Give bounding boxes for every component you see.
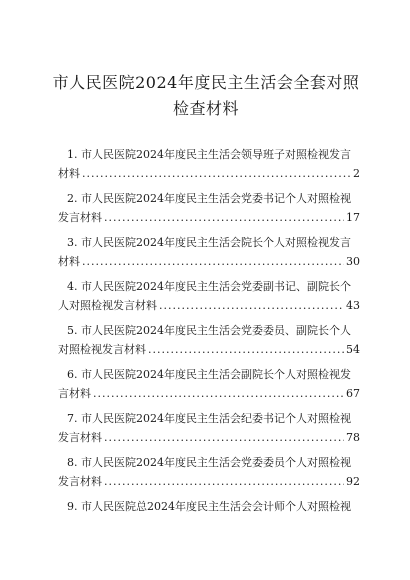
toc-item-continuation <box>58 165 360 182</box>
toc-item[interactable] <box>58 498 360 542</box>
toc-item[interactable] <box>58 278 360 322</box>
toc-page-number: 78 <box>346 431 360 444</box>
toc-leader-dots <box>93 385 344 402</box>
toc-page-number: 67 <box>346 387 360 400</box>
toc-item-continuation <box>58 209 360 226</box>
toc-item-heading <box>67 190 360 207</box>
toc-item-continuation <box>58 341 360 358</box>
toc-item[interactable] <box>58 410 360 454</box>
toc-item-continuation <box>58 253 360 270</box>
toc-item-continuation <box>58 473 360 490</box>
toc-item-number: 4. <box>67 280 78 293</box>
toc-item-number: 2. <box>67 192 78 205</box>
toc-item-title-tail: 对照检视发言材料 <box>58 343 146 356</box>
toc-item[interactable] <box>58 366 360 410</box>
toc-item-heading <box>67 234 360 251</box>
toc-item-number: 6. <box>67 368 78 381</box>
toc-item-title-tail: 发言材料 <box>58 431 102 444</box>
toc-item-continuation <box>58 297 360 314</box>
toc-item-heading <box>67 410 360 427</box>
toc-leader-dots <box>159 297 344 314</box>
toc-item-title: 市人民医院2024年度民主生活会院长个人对照检视发言 <box>81 236 351 249</box>
toc-leader-dots <box>148 341 344 358</box>
toc-leader-dots <box>104 429 344 446</box>
toc-item-title: 市人民医院2024年度民主生活会纪委书记个人对照检视 <box>81 412 351 425</box>
document-title: 市人民医院2024年度民主生活会全套对照检查材料 <box>52 73 360 118</box>
toc-item-heading <box>67 322 360 339</box>
toc-item-title: 市人民医院2024年度民主生活会领导班子对照检视发言 <box>81 148 351 161</box>
toc-item-title-tail: 人对照检视发言材料 <box>58 299 157 312</box>
toc-item-title-tail: 材料 <box>58 255 80 268</box>
toc-item-heading <box>67 366 360 383</box>
toc-item-heading <box>67 278 360 295</box>
toc-item-title: 市人民医院总2024年度民主生活会会计师个人对照检视 <box>81 500 351 513</box>
toc-item-heading <box>67 498 360 515</box>
toc-item[interactable] <box>58 146 360 190</box>
toc-item-title: 市人民医院2024年度民主生活会党委委员个人对照检视 <box>81 456 351 469</box>
table-of-contents <box>58 146 360 542</box>
toc-leader-dots <box>82 165 351 182</box>
toc-item[interactable] <box>58 234 360 278</box>
toc-leader-dots <box>104 209 344 226</box>
toc-leader-dots <box>82 253 344 270</box>
toc-item-continuation <box>58 385 360 402</box>
toc-leader-dots <box>104 473 344 490</box>
toc-item-title: 市人民医院2024年度民主生活会党委委员、副院长个人 <box>81 324 351 337</box>
toc-item-title-tail: 发言材料 <box>58 211 102 224</box>
toc-item-number: 3. <box>67 236 78 249</box>
toc-item[interactable] <box>58 322 360 366</box>
toc-item-number: 7. <box>67 412 78 425</box>
toc-item-title: 市人民医院2024年度民主生活会副院长个人对照检视发 <box>81 368 351 381</box>
toc-item-number: 5. <box>67 324 78 337</box>
toc-page-number: 17 <box>346 211 360 224</box>
toc-page-number: 54 <box>346 343 360 356</box>
toc-item[interactable] <box>58 454 360 498</box>
toc-item-title: 市人民医院2024年度民主生活会党委书记个人对照检视 <box>81 192 351 205</box>
toc-item-title-tail: 发言材料 <box>58 475 102 488</box>
toc-item-number: 1. <box>67 148 78 161</box>
toc-item-title: 市人民医院2024年度民主生活会党委副书记、副院长个 <box>81 280 351 293</box>
toc-page-number: 43 <box>346 299 360 312</box>
toc-page-number: 2 <box>353 167 360 180</box>
toc-page-number: 30 <box>346 255 360 268</box>
toc-item-title-tail: 言材料 <box>58 387 91 400</box>
toc-item-continuation <box>58 429 360 446</box>
toc-item-title-tail: 材料 <box>58 167 80 180</box>
toc-item[interactable] <box>58 190 360 234</box>
toc-page-number: 92 <box>346 475 360 488</box>
toc-item-heading <box>67 146 360 163</box>
toc-item-number: 9. <box>67 500 78 513</box>
toc-item-number: 8. <box>67 456 78 469</box>
toc-item-heading <box>67 454 360 471</box>
